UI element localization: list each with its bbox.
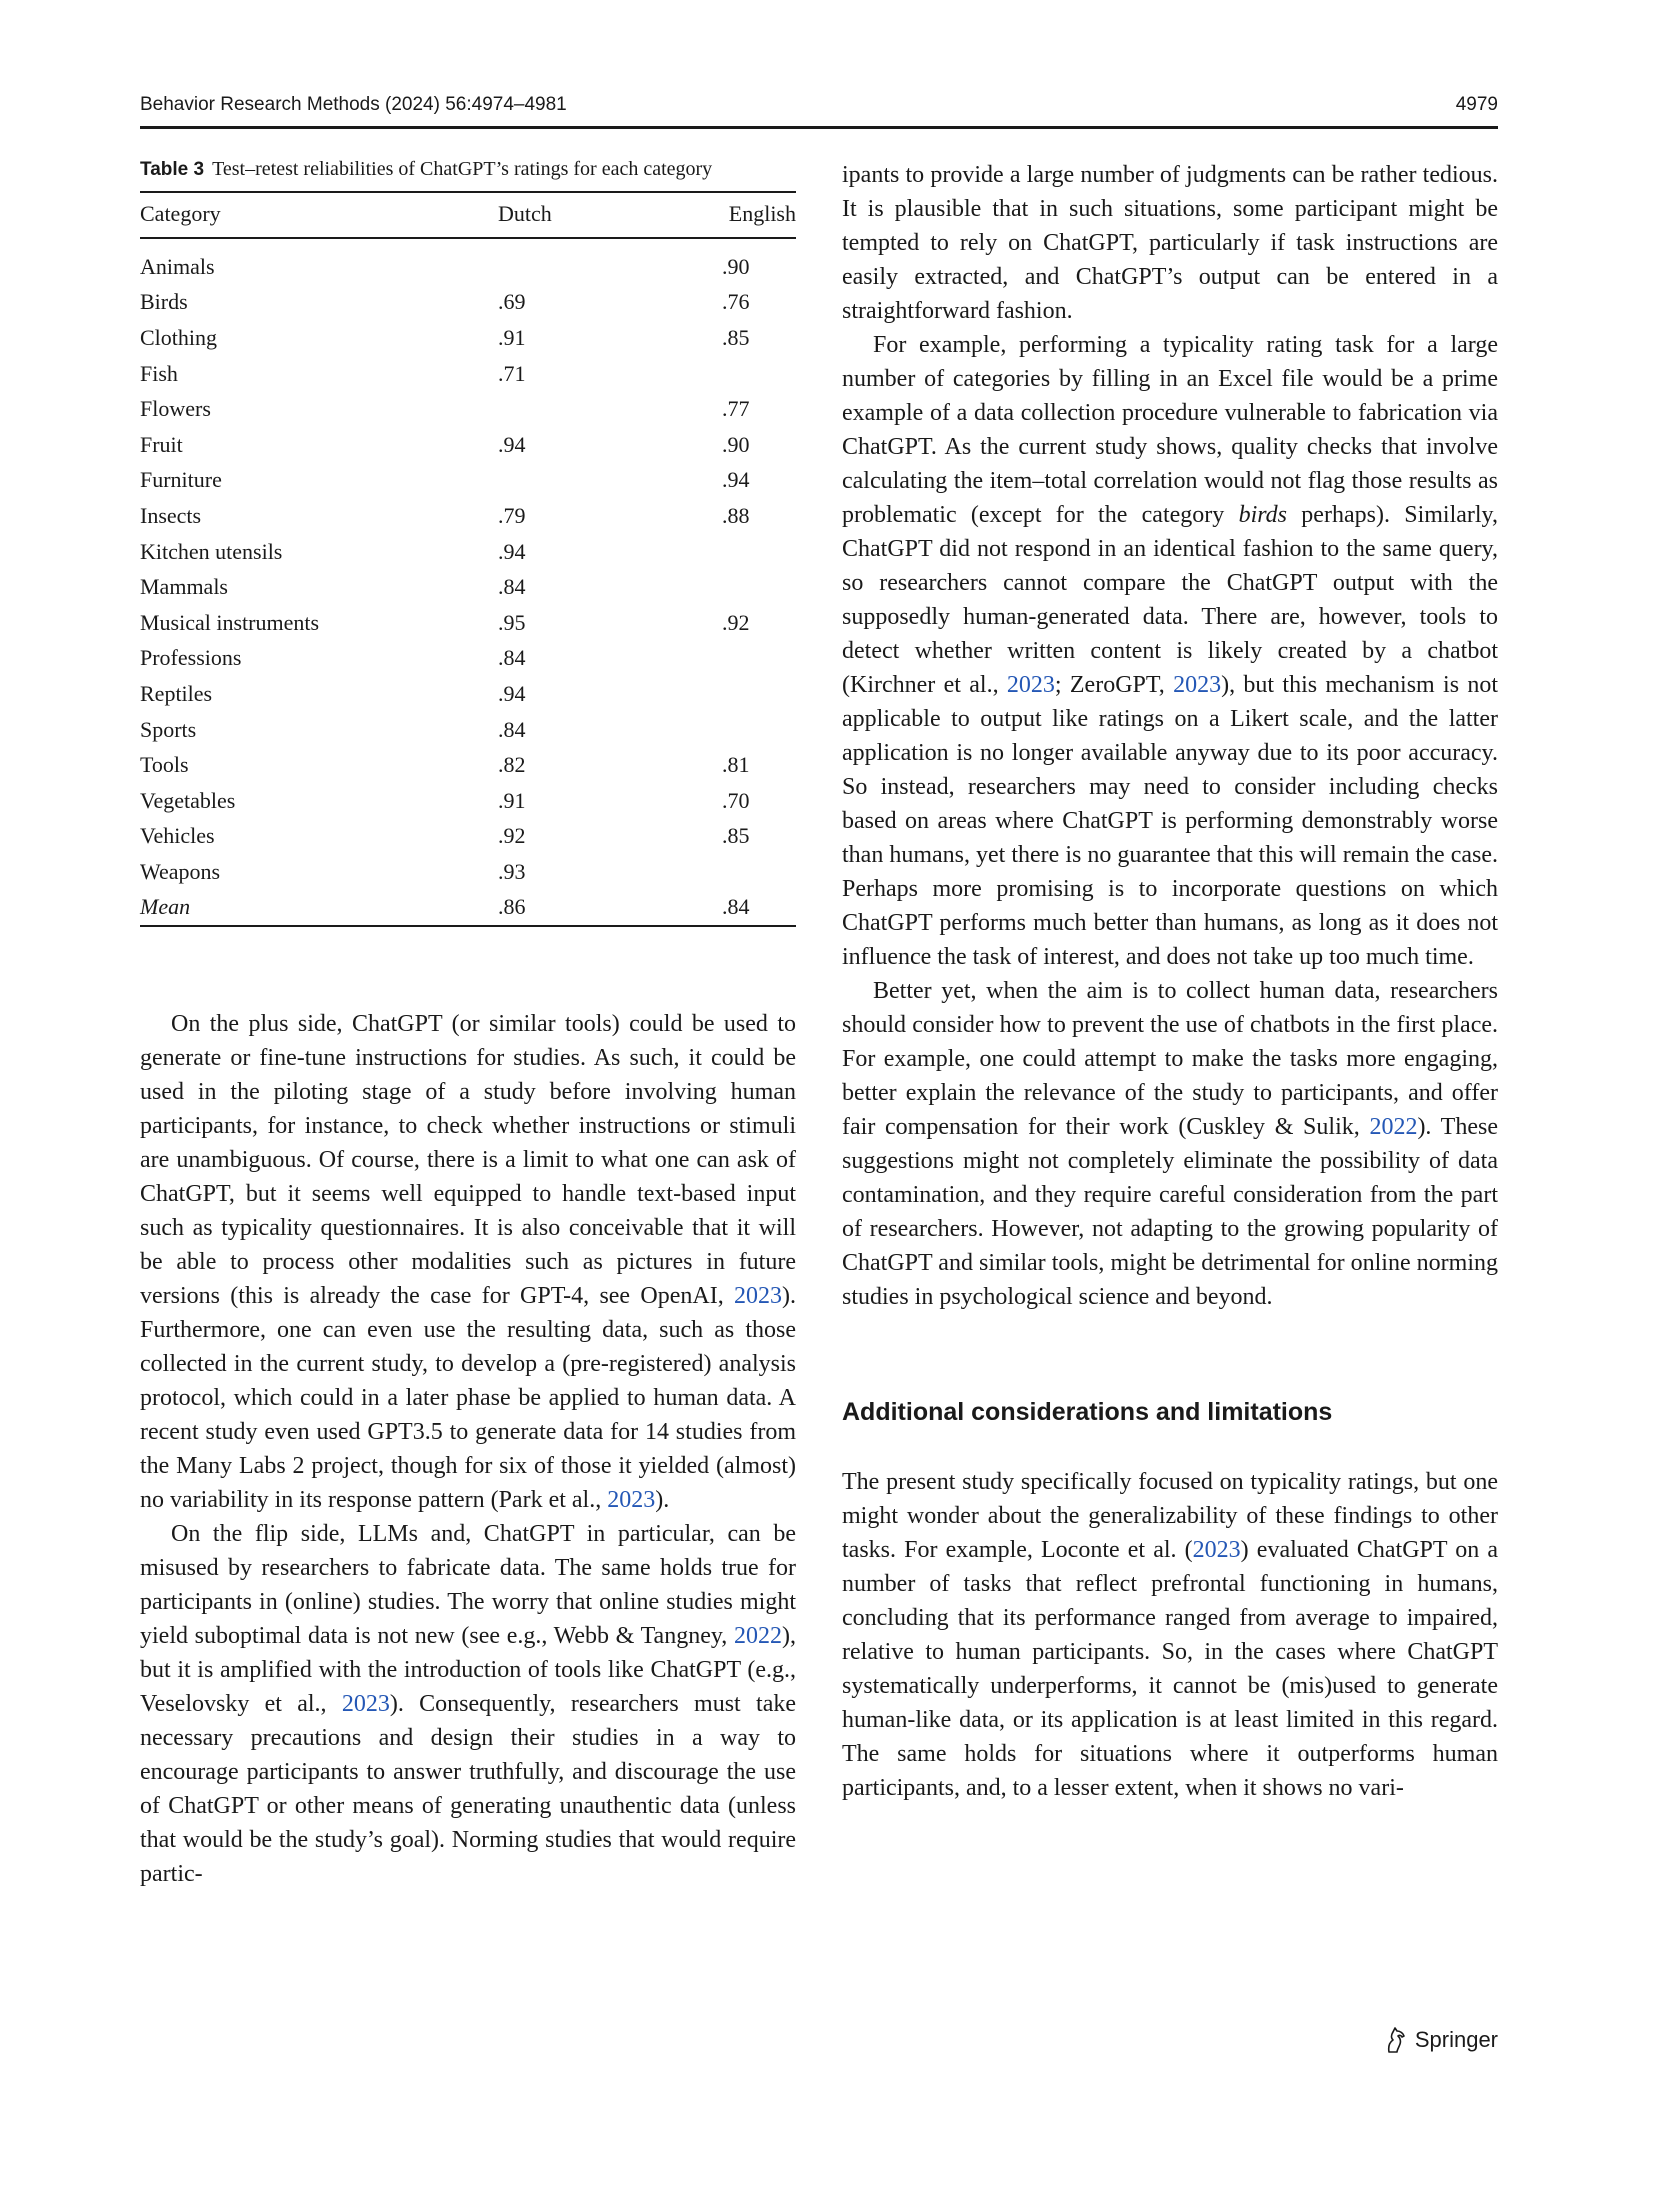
cell-category: Weapons	[140, 858, 221, 884]
cell-category: Flowers	[140, 396, 211, 422]
cell-english	[722, 569, 796, 605]
cell-dutch: .86	[498, 894, 526, 920]
table-row	[140, 238, 796, 285]
table-row	[140, 391, 796, 427]
column-header-english: English	[728, 201, 796, 226]
cell-dutch: .94	[498, 538, 526, 564]
cell-category: Kitchen utensils	[140, 538, 283, 564]
cell-dutch: .92	[498, 823, 526, 849]
cell-category: Vehicles	[140, 823, 215, 849]
cell-category: Furniture	[140, 467, 222, 493]
table-row	[140, 819, 796, 855]
citation-link[interactable]: 2022	[1369, 1114, 1418, 1140]
header-rule	[140, 126, 1498, 129]
table-row	[140, 534, 796, 570]
right-paragraph-2: Better yet, when the aim is to collect human data, researchers should consider how to prevent the use of chatbots in the first place. For example, one could attempt to make the tasks more engaging, better explain the relevance of the study to participants, and offer fair compensation for their work (Cuskley & Sulik, 2022). These suggestions might not completely eliminate the possibility of data contamination, and they require careful consideration from the part of researchers. However, not adapting to the growing popularity of ChatGPT and similar tools, might be detrimental for online norming studies in psychological science and beyond.	[842, 978, 1498, 1310]
cell-dutch: .71	[498, 360, 526, 386]
table-row	[140, 285, 796, 321]
table-row	[140, 498, 796, 534]
publisher-name: Springer	[1414, 2027, 1498, 2052]
journal-citation: Behavior Research Methods (2024) 56:4974–4981	[140, 94, 567, 115]
cell-dutch: .94	[498, 431, 526, 457]
cell-english	[722, 676, 796, 712]
cell-english: .88	[722, 502, 750, 528]
table-header-row	[140, 192, 796, 238]
cell-dutch: .91	[498, 324, 526, 350]
left-paragraph-2: On the flip side, LLMs and, ChatGPT in particular, can be misused by researchers to fabricate data. The same holds true for participants in (online) studies. The worry that online studies might yield suboptimal data is not new (see e.g., Webb & Tangney, 2022), but it is amplified with the introduction of tools like ChatGPT (e.g., Veselovsky et al., 2023). Consequently, researchers must take necessary precautions and design their studies in a way to encourage participants to answer truthfully, and discourage the use of ChatGPT or other means of generating unauthentic data (unless that would be the study’s goal). Norming studies that would require partic-	[140, 1521, 796, 1888]
citation-link[interactable]: 2023	[607, 1487, 656, 1514]
right-paragraph-1: For example, performing a typicality rating task for a large number of categories by filling in an Excel file would be a prime example of a data collection procedure vulnerable to fabrication via ChatGPT. As the current study shows, quality checks that involve calculating the item–total correlation would not flag those results as problematic (except for the category birds perhaps). Similarly, ChatGPT did not respond in an identical fashion to the same query, so researchers cannot compare the ChatGPT output with the supposedly human-generated data. There are, however, tools to detect whether written content is likely created by a chatbot (Kirchner et al., 2023; ZeroGPT, 2023), but this mechanism is not applicable to output like ratings on a Likert scale, and the latter application is no longer available anyway due to its poor accuracy. So instead, researchers may need to consider including checks based on areas where ChatGPT is performing demonstrably worse than humans, yet there is no guarantee that this will remain the case. Perhaps more promising is to incorporate questions on which ChatGPT performs much better than humans, as long as it does not influence the task of interest, and does not take up too much time.	[842, 332, 1499, 970]
section-heading: Additional considerations and limitations	[842, 1398, 1333, 1426]
cell-english: .90	[722, 431, 750, 457]
table-mean-row	[140, 890, 796, 927]
table-row	[140, 463, 796, 499]
cell-english: .77	[722, 396, 750, 422]
cell-category: Mean	[140, 894, 191, 920]
running-head	[140, 88, 1498, 122]
citation-link[interactable]: 2022	[734, 1623, 782, 1650]
cell-dutch: .69	[498, 289, 526, 315]
table-caption-text: Test–retest reliabilities of ChatGPT’s ratings for each category	[212, 158, 713, 180]
left-paragraph-1: On the plus side, ChatGPT (or similar tools) could be used to generate or fine-tune instructions for studies. As such, it could be used in the piloting stage of a study before involving human participants, for instance, to check whether instructions or stimuli are unambiguous. Of course, there is a limit to what one can ask of ChatGPT, but it seems well equipped to handle text-based input such as typicality questionnaires. It is also conceivable that it will be able to process other modalities such as pictures in future versions (this is already the case for GPT-4, see OpenAI, 2023). Furthermore, one can even use the resulting data, such as those collected in the current study, to develop a (pre-registered) analysis protocol, which could in a later phase be applied to human data. A recent study even used GPT3.5 to generate data for 14 studies from the Many Labs 2 project, though for six of those it yielded (almost) no variability in its response pattern (Park et al., 2023).	[140, 1011, 796, 1514]
cell-category: Insects	[140, 502, 202, 528]
table-row	[140, 854, 796, 890]
citation-link[interactable]: 2023	[1006, 672, 1055, 698]
table-row	[140, 569, 796, 605]
cell-dutch: .84	[498, 716, 526, 742]
table-label: Table 3	[140, 159, 205, 180]
column-header-category: Category	[140, 201, 221, 226]
cell-english: .76	[722, 289, 750, 315]
citation-link[interactable]: 2023	[1173, 672, 1222, 698]
table-row	[140, 356, 796, 392]
cell-category: Musical instruments	[140, 609, 320, 635]
cell-category: Mammals	[140, 574, 228, 600]
cell-english: .70	[722, 787, 750, 813]
cell-dutch: .94	[498, 680, 526, 706]
cell-english: .94	[722, 467, 750, 493]
right-column	[842, 158, 1498, 1805]
cell-dutch	[498, 463, 722, 499]
publisher-logo	[1383, 2026, 1498, 2054]
cell-dutch: .82	[498, 752, 526, 778]
table-row	[140, 427, 796, 463]
cell-category: Professions	[140, 645, 242, 671]
reliability-table	[140, 191, 796, 927]
cell-english	[722, 641, 796, 677]
cell-english	[722, 854, 796, 890]
cell-english: .85	[722, 324, 750, 350]
cell-dutch: .93	[498, 858, 526, 884]
cell-english: .85	[722, 823, 750, 849]
cell-category: Fruit	[140, 431, 183, 457]
right-paragraph-3: The present study specifically focused on typicality ratings, but one might wonder about the generalizability of these findings to other tasks. For example, Loconte et al. (2023) evaluated ChatGPT on a number of tasks that reflect prefrontal functioning in humans, concluding that its performance ranged from average to impaired, relative to human participants. So, in the cases where ChatGPT systematically underperforms, it cannot be (mis)used to generate human-like data, or its application is at least limited in this regard. The same holds for situations where it outperforms human participants, and, to a lesser extent, when it shows no vari-	[842, 1469, 1499, 1801]
cell-english: .81	[722, 752, 750, 778]
cell-dutch: .95	[498, 609, 526, 635]
cell-english	[722, 534, 796, 570]
table-caption	[140, 158, 796, 181]
springer-horse-icon	[1383, 2026, 1409, 2054]
table-row	[140, 605, 796, 641]
cell-category: Sports	[140, 716, 197, 742]
cell-dutch: .79	[498, 502, 526, 528]
table-row	[140, 641, 796, 677]
column-header-dutch: Dutch	[498, 201, 552, 226]
cell-category: Birds	[140, 289, 188, 315]
cell-category: Animals	[140, 253, 215, 279]
cell-dutch: .84	[498, 574, 526, 600]
table-row	[140, 747, 796, 783]
cell-english: .84	[722, 894, 750, 920]
table-row	[140, 783, 796, 819]
cell-english	[722, 712, 796, 748]
cell-category: Fish	[140, 360, 178, 386]
cell-english: .90	[722, 253, 750, 279]
cell-category: Reptiles	[140, 680, 213, 706]
cell-category: Tools	[140, 752, 189, 778]
cell-category: Vegetables	[140, 787, 236, 813]
table-row	[140, 676, 796, 712]
citation-link[interactable]: 2023	[1192, 1537, 1241, 1563]
cell-category: Clothing	[140, 324, 218, 350]
citation-link[interactable]: 2023	[734, 1283, 782, 1310]
table-body	[140, 238, 796, 926]
left-column	[140, 158, 796, 1891]
table-row	[140, 320, 796, 356]
right-paragraph-0: ipants to provide a large number of judgments can be rather tedious. It is plausible that in such situations, some participant might be tempted to rely on ChatGPT, particularly if task instructions are easily extracted, and ChatGPT’s output can be entered in a straightforward fashion.	[842, 162, 1498, 324]
citation-link[interactable]: 2023	[341, 1691, 390, 1718]
cell-english	[722, 356, 796, 392]
cell-english: .92	[722, 609, 750, 635]
page-number: 4979	[1455, 94, 1498, 115]
cell-dutch	[498, 238, 722, 285]
cell-dutch: .84	[498, 645, 526, 671]
table-row	[140, 712, 796, 748]
cell-dutch: .91	[498, 787, 526, 813]
cell-dutch	[498, 391, 722, 427]
